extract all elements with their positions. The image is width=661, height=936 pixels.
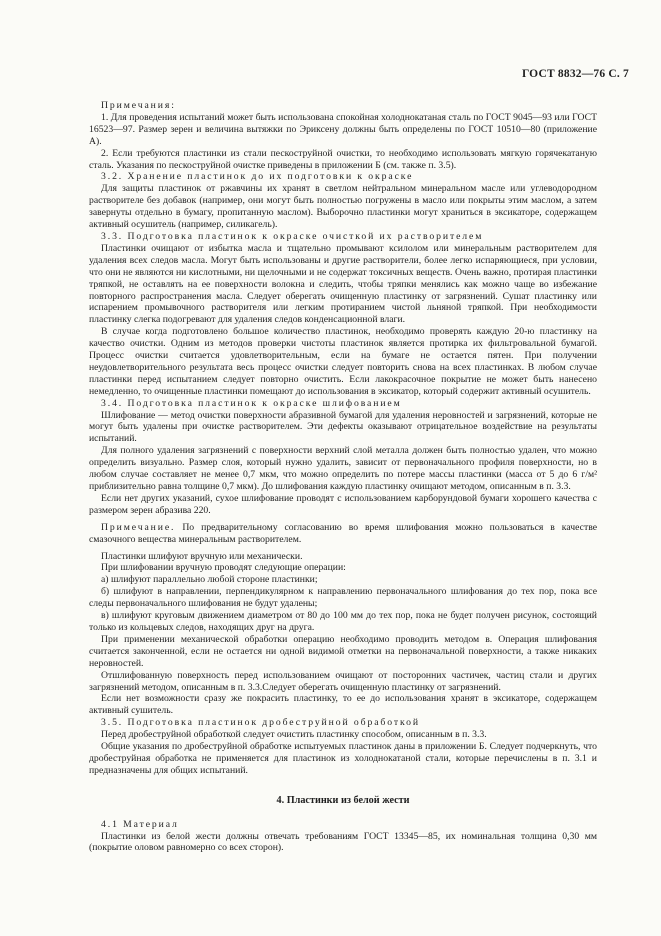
section-3-2-title: 3.2. Хранение пластинок до их подготовки к окраске — [101, 171, 414, 183]
list-item-b: б) шлифуют в направлении, перпендикулярном к направлению первоначального шлифования до тех пор, пока все следы первоначального шлифования не будут удалены; — [89, 586, 597, 610]
section-3-5-para-1: Перед дробеструйной обработкой следует очистить пластинку способом, описанным в п. 3.3. — [101, 729, 487, 741]
section-3-4-para-2: Для полного удаления загрязнений с поверхности верхний слой металла должен быть полностью удален, что можно определить визуально. Размер слоя, который нужно удалить, зависит от первоначального профиля поверхности, но в любом случае составляет не менее 0,7 мкм, что можно определить по потере массы пластинки (масса от 5 до 6 г/м² приблизительно равна толщине 0,7 мкм). До шлифования каждую пластинку очищают методом, описанным в п. 3.3. — [89, 445, 597, 492]
section-4-1-para-1: Пластинки из белой жести должны отвечать требованиям ГОСТ 13345—85, их номинальная толщина 0,30 мм (покрытие оловом равномерно со всех сторон). — [89, 830, 597, 854]
section-3-3-title: 3.3. Подготовка пластинок к окраске очисткой их растворителем — [101, 230, 484, 242]
section-3-4-para-3: Если нет других указаний, сухое шлифование проводят с использованием карборундовой бумаги хорошего качества с размером зерен абразива 220. — [89, 492, 597, 516]
section-3-4-para-8: Если нет возможности сразу же покрасить пластинку, то ее до использования хранят в эксикаторе, содержащем активный сушитель. — [89, 693, 597, 717]
section-3-5-para-2: Общие указания по дробеструйной обработке испытуемых пластинок даны в приложении Б. Следует подчеркнуть, что дробеструйная обработка не применяется для пластинок из холоднокатаной стали, которые перечислены в п. 3.1 и предназначены для общих испытаний. — [89, 741, 597, 776]
section-3-3-para-2: В случае когда подготовлено большое количество пластинок, необходимо проверять каждую 20-ю пластинку на качество очистки. Одним из методов проверки чистоты пластинок является протирка их фильтровальной бумагой. Процесс очистки считается удовлетворительным, если на бумаге не остается пятен. При получении неудовлетворительного результата весь процесс очистки следует повторить снова на всех пластинках. В любом случае пластинки перед испытанием следует повторно очистить. Если лакокрасочное покрытие не может быть нанесено немедленно, то очищенные пластинки помещают до использования в эксикатор, который содержит активный осушитель. — [89, 326, 597, 397]
section-3-4-para-4: Пластинки шлифуют вручную или механически. — [101, 550, 303, 562]
section-3-4-para-6: При применении механической обработки операцию необходимо проводить методом в. Операция шлифования считается законченной, если не остается ни одной видимой отметки на первоначальной поверхности, а также никаких неровностей. — [89, 633, 597, 669]
section-4-1-title: 4.1 Материал — [101, 818, 179, 830]
section-3-3-para-1: Пластинки очищают от избытка масла и тщательно промывают ксилолом или минеральным растворителем для удаления всех следов масла. Могут быть использованы и другие растворители, более легко испаряющиеся, при условии, что они не являются ни кислотными, ни щелочными и не содержат токсичных веществ. Очень важно, протирая пластинки тряпкой, не оставлять на ее поверхности волокна и следить, чтобы тряпки менялись как можно чаще во избежание повторного распространения масла. Следует оберегать очищенную пластинку от загрязнений. Сушат пластинку или испарением промывочного растворителя или легким протиранием чистой льняной тряпкой. При необходимости пластинку слегка подогревают для удаления следов конденсационной влаги. — [89, 242, 597, 326]
list-item-c: в) шлифуют круговым движением диаметром от 80 до 100 мм до тех пор, пока не будет получен рисунок, состоящий только из кольцевых следов, находящих друг на друга. — [89, 610, 597, 633]
note-2: 2. Если требуются пластинки из стали пескоструйной очистки, то необходимо использовать мягкую горячекатаную сталь. Указания по пескоструйной очистке приведены в приложении Б (см. также п. 3.5). — [89, 147, 597, 171]
section-3-5-title: 3.5. Подготовка пластинок дробеструйной обработкой — [101, 717, 420, 729]
section-3-4-para-7: Отшлифованную поверхность перед использованием очищают от посторонних частичек, частиц стали и других загрязнений методом, описанным в п. 3.3.Следует оберегать очищенную пластинку от загрязнений. — [89, 669, 597, 693]
section-3-4-para-1: Шлифование — метод очистки поверхности абразивной бумагой для удаления неровностей и загрязнений, которые не могут быть удалены при очистке растворителем. Эти дефекты оказывают отрицательное воздействие на результаты испытаний. — [89, 409, 597, 445]
note-1: 1. Для проведения испытаний может быть использована спокойная холоднокатаная сталь по ГОСТ 9045—93 или ГОСТ 16523—97. Размер зерен и величина вытяжки по Эриксену должны быть определены по ГОСТ 10510—80 (приложение А). — [89, 111, 597, 147]
page-header: ГОСТ 8832—76 С. 7 — [521, 68, 629, 80]
part-4-title: 4. Пластинки из белой жести — [276, 794, 410, 806]
section-3-2-para-1: Для защиты пластинок от ржавчины их хранят в светлом нейтральном минеральном масле или углеводородном растворителе без добавок (например, они могут быть полностью погружены в масло или покрыты этим маслом, а затем завернуты отдельно в бумагу, пропитанную маслом). Выборочно пластинки могут храниться в эксикаторе, содержащем активный осушитель (например, силикагель). — [89, 183, 597, 231]
notes-label: Примечания: — [101, 100, 176, 111]
note-label: Примечание. — [101, 521, 176, 533]
section-3-4-note — [89, 522, 597, 546]
note-text: По предварительному согласованию во время шлифования можно пользоваться в качестве смазочного вещества минеральным растворителем. — [89, 521, 598, 545]
list-item-a: а) шлифуют параллельно любой стороне пластинки; — [101, 574, 318, 586]
section-3-4-title: 3.4. Подготовка пластинок к окраске шлифованием — [101, 397, 402, 409]
section-3-4-para-5: При шлифовании вручную проводят следующие операции: — [101, 562, 346, 574]
page-content — [89, 100, 597, 854]
